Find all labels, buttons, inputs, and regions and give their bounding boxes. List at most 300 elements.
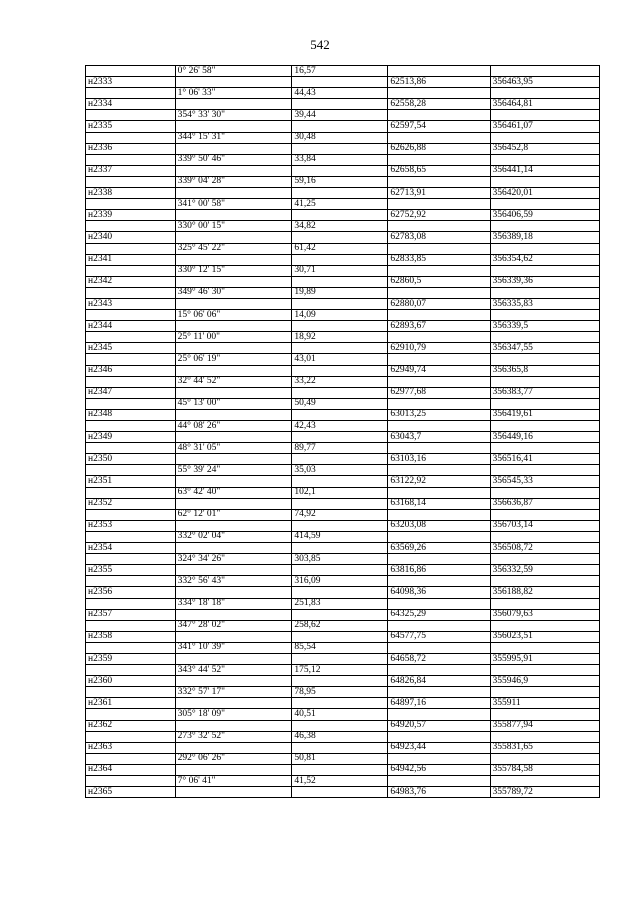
angle-cell: 341° 00' 58" [175,199,292,210]
x-cell: 62597,54 [388,121,490,132]
distance-cell: 102,1 [292,487,388,498]
point-cell [86,576,176,587]
x-cell [388,132,490,143]
angle-cell: 334° 18' 18" [175,598,292,609]
point-cell: н2347 [86,387,176,398]
table-row-point [86,165,600,176]
x-cell [388,620,490,631]
y-cell: 356452,8 [490,143,600,154]
x-cell: 64983,76 [388,787,490,798]
distance-cell: 78,95 [292,687,388,698]
point-cell [86,554,176,565]
distance-cell: 41,52 [292,776,388,787]
table-row-point [86,609,600,620]
point-cell: н2346 [86,365,176,376]
point-cell: н2352 [86,498,176,509]
distance-cell: 41,25 [292,199,388,210]
point-cell: н2339 [86,210,176,221]
x-cell [388,687,490,698]
table-row-point [86,298,600,309]
table-row-segment [86,398,600,409]
table-row-point [86,787,600,798]
distance-cell [292,254,388,265]
angle-cell: 341° 10' 39" [175,642,292,653]
x-cell [388,265,490,276]
distance-cell [292,476,388,487]
x-cell: 62893,67 [388,321,490,332]
table-row-segment [86,376,600,387]
y-cell: 356464,81 [490,99,600,110]
table-row-point [86,676,600,687]
table-row-point [86,454,600,465]
x-cell [388,531,490,542]
distance-cell: 74,92 [292,509,388,520]
angle-cell [175,188,292,199]
y-cell: 356441,14 [490,165,600,176]
table-row-segment [86,709,600,720]
x-cell [388,753,490,764]
y-cell [490,753,600,764]
x-cell: 63103,16 [388,454,490,465]
x-cell: 64897,16 [388,698,490,709]
distance-cell [292,498,388,509]
y-cell [490,66,600,77]
y-cell [490,709,600,720]
point-cell [86,88,176,99]
angle-cell: 330° 12' 15" [175,265,292,276]
y-cell [490,354,600,365]
point-cell: н2338 [86,188,176,199]
distance-cell: 44,43 [292,88,388,99]
y-cell [490,421,600,432]
y-cell [490,576,600,587]
distance-cell: 30,71 [292,265,388,276]
angle-cell [175,653,292,664]
angle-cell: 339° 04' 28" [175,176,292,187]
angle-cell [175,587,292,598]
point-cell: н2350 [86,454,176,465]
angle-cell [175,764,292,775]
distance-cell [292,764,388,775]
distance-cell [292,210,388,221]
y-cell: 355995,91 [490,653,600,664]
y-cell: 356636,87 [490,498,600,509]
table-row-point [86,387,600,398]
angle-cell: 347° 28' 02" [175,620,292,631]
x-cell [388,576,490,587]
table-row-segment [86,531,600,542]
table-row-segment [86,776,600,787]
table-row-point [86,698,600,709]
point-cell: н2359 [86,653,176,664]
point-cell: н2354 [86,543,176,554]
x-cell [388,443,490,454]
y-cell [490,509,600,520]
x-cell [388,110,490,121]
table-row-segment [86,487,600,498]
distance-cell [292,298,388,309]
angle-cell: 25° 06' 19" [175,354,292,365]
x-cell [388,199,490,210]
angle-cell: 55° 39' 24" [175,465,292,476]
y-cell [490,554,600,565]
distance-cell [292,676,388,687]
distance-cell: 85,54 [292,642,388,653]
x-cell [388,221,490,232]
x-cell [388,376,490,387]
x-cell: 62783,08 [388,232,490,243]
distance-cell [292,653,388,664]
y-cell [490,598,600,609]
y-cell: 356449,16 [490,432,600,443]
distance-cell: 59,16 [292,176,388,187]
distance-cell [292,276,388,287]
x-cell: 63043,7 [388,432,490,443]
y-cell: 356339,36 [490,276,600,287]
point-cell: н2361 [86,698,176,709]
y-cell [490,376,600,387]
angle-cell: 325° 45' 22" [175,243,292,254]
angle-cell [175,631,292,642]
table-row-point [86,210,600,221]
point-cell [86,776,176,787]
distance-cell [292,121,388,132]
point-cell [86,753,176,764]
y-cell: 356508,72 [490,543,600,554]
point-cell [86,287,176,298]
point-cell [86,421,176,432]
x-cell [388,287,490,298]
table-row-segment [86,176,600,187]
distance-cell: 46,38 [292,731,388,742]
angle-cell: 63° 42' 40" [175,487,292,498]
point-cell: н2364 [86,764,176,775]
table-row-segment [86,665,600,676]
x-cell [388,354,490,365]
x-cell: 62713,91 [388,188,490,199]
x-cell: 63816,86 [388,565,490,576]
point-cell [86,221,176,232]
table-row-segment [86,132,600,143]
point-cell: н2356 [86,587,176,598]
distance-cell: 16,57 [292,66,388,77]
angle-cell [175,365,292,376]
y-cell: 356335,83 [490,298,600,309]
angle-cell: 332° 57' 17" [175,687,292,698]
point-cell: н2358 [86,631,176,642]
angle-cell: 324° 34' 26" [175,554,292,565]
x-cell: 64658,72 [388,653,490,664]
angle-cell [175,543,292,554]
distance-cell [292,409,388,420]
distance-cell [292,454,388,465]
x-cell [388,310,490,321]
x-cell: 64923,44 [388,742,490,753]
distance-cell [292,99,388,110]
x-cell [388,176,490,187]
x-cell: 64942,56 [388,764,490,775]
angle-cell [175,387,292,398]
y-cell: 355831,65 [490,742,600,753]
point-cell [86,709,176,720]
table-row-point [86,476,600,487]
x-cell: 62977,68 [388,387,490,398]
y-cell [490,465,600,476]
angle-cell: 45° 13' 00" [175,398,292,409]
y-cell [490,110,600,121]
y-cell: 355789,72 [490,787,600,798]
y-cell [490,487,600,498]
x-cell [388,598,490,609]
angle-cell: 44° 08' 26" [175,421,292,432]
point-cell [86,443,176,454]
x-cell [388,776,490,787]
point-cell: н2355 [86,565,176,576]
y-cell [490,642,600,653]
x-cell [388,332,490,343]
point-cell: н2336 [86,143,176,154]
distance-cell: 14,09 [292,310,388,321]
distance-cell [292,587,388,598]
table-row-point [86,121,600,132]
angle-cell: 343° 44' 52" [175,665,292,676]
y-cell [490,443,600,454]
angle-cell: 15° 06' 06" [175,310,292,321]
angle-cell: 332° 56' 43" [175,576,292,587]
angle-cell: 292° 06' 26" [175,753,292,764]
y-cell [490,154,600,165]
y-cell: 355911 [490,698,600,709]
table-row-point [86,653,600,664]
angle-cell [175,742,292,753]
x-cell: 62752,92 [388,210,490,221]
point-cell [86,598,176,609]
y-cell [490,132,600,143]
point-cell [86,199,176,210]
point-cell [86,509,176,520]
angle-cell [175,609,292,620]
table-row-segment [86,731,600,742]
table-row-point [86,587,600,598]
y-cell [490,332,600,343]
table-row-segment [86,265,600,276]
angle-cell [175,77,292,88]
y-cell: 356389,18 [490,232,600,243]
distance-cell: 40,51 [292,709,388,720]
y-cell [490,620,600,631]
point-cell: н2362 [86,720,176,731]
y-cell: 355946,9 [490,676,600,687]
table-row-point [86,520,600,531]
x-cell [388,421,490,432]
y-cell: 356545,33 [490,476,600,487]
table-row-segment [86,354,600,365]
table-row-point [86,343,600,354]
y-cell [490,398,600,409]
x-cell [388,154,490,165]
table-row-segment [86,509,600,520]
y-cell [490,88,600,99]
distance-cell: 39,44 [292,110,388,121]
angle-cell [175,565,292,576]
table-row-point [86,720,600,731]
table-row-segment [86,465,600,476]
point-cell: н2357 [86,609,176,620]
distance-cell [292,321,388,332]
distance-cell [292,232,388,243]
angle-cell [175,276,292,287]
angle-cell [175,676,292,687]
y-cell [490,776,600,787]
coordinates-table [85,65,600,798]
angle-cell: 1° 06' 33" [175,88,292,99]
table-row-segment [86,199,600,210]
distance-cell: 61,42 [292,243,388,254]
table-row-segment [86,221,600,232]
x-cell [388,88,490,99]
distance-cell: 414,59 [292,531,388,542]
angle-cell: 354° 33' 30" [175,110,292,121]
x-cell [388,642,490,653]
distance-cell: 251,83 [292,598,388,609]
table-row-segment [86,88,600,99]
angle-cell: 48° 31' 05" [175,443,292,454]
y-cell: 356383,77 [490,387,600,398]
y-cell [490,310,600,321]
table-row-point [86,432,600,443]
angle-cell: 62° 12' 01" [175,509,292,520]
distance-cell: 175,12 [292,665,388,676]
point-cell: н2342 [86,276,176,287]
table-row-point [86,631,600,642]
distance-cell [292,143,388,154]
distance-cell: 33,84 [292,154,388,165]
distance-cell [292,742,388,753]
point-cell [86,310,176,321]
angle-cell: 339° 50' 46" [175,154,292,165]
y-cell: 356461,07 [490,121,600,132]
y-cell: 356188,82 [490,587,600,598]
x-cell: 62880,07 [388,298,490,309]
table-row-point [86,321,600,332]
angle-cell: 305° 18' 09" [175,709,292,720]
point-cell: н2340 [86,232,176,243]
y-cell: 356339,5 [490,321,600,332]
angle-cell: 32° 44' 52" [175,376,292,387]
x-cell [388,554,490,565]
angle-cell [175,321,292,332]
point-cell: н2334 [86,99,176,110]
y-cell [490,531,600,542]
x-cell: 62626,88 [388,143,490,154]
distance-cell: 18,92 [292,332,388,343]
table-row-segment [86,620,600,631]
table-row-point [86,543,600,554]
point-cell: н2335 [86,121,176,132]
point-cell: н2360 [86,676,176,687]
table-row-segment [86,154,600,165]
x-cell: 63203,08 [388,520,490,531]
x-cell: 64325,29 [388,609,490,620]
angle-cell: 25° 11' 00" [175,332,292,343]
point-cell [86,531,176,542]
point-cell: н2348 [86,409,176,420]
table-row-segment [86,421,600,432]
x-cell: 64577,75 [388,631,490,642]
x-cell: 62513,86 [388,77,490,88]
point-cell [86,620,176,631]
distance-cell: 89,77 [292,443,388,454]
y-cell: 355784,58 [490,764,600,775]
y-cell: 356347,55 [490,343,600,354]
angle-cell [175,787,292,798]
point-cell [86,265,176,276]
point-cell: н2343 [86,298,176,309]
x-cell: 63569,26 [388,543,490,554]
x-cell: 63013,25 [388,409,490,420]
point-cell [86,66,176,77]
page-number: 542 [310,37,330,52]
y-cell: 356703,14 [490,520,600,531]
x-cell: 62860,5 [388,276,490,287]
table-row-point [86,276,600,287]
angle-cell [175,498,292,509]
table-row-point [86,565,600,576]
x-cell [388,66,490,77]
point-cell: н2365 [86,787,176,798]
angle-cell [175,343,292,354]
x-cell [388,509,490,520]
point-cell: н2333 [86,77,176,88]
table-row-segment [86,687,600,698]
table-row-segment [86,110,600,121]
distance-cell [292,188,388,199]
y-cell [490,731,600,742]
distance-cell: 35,03 [292,465,388,476]
table-row-point [86,498,600,509]
distance-cell [292,720,388,731]
table-row-point [86,409,600,420]
y-cell: 355877,94 [490,720,600,731]
distance-cell: 30,48 [292,132,388,143]
point-cell [86,487,176,498]
distance-cell: 19,89 [292,287,388,298]
y-cell [490,243,600,254]
point-cell: н2345 [86,343,176,354]
distance-cell [292,520,388,531]
distance-cell: 316,09 [292,576,388,587]
table-row-segment [86,310,600,321]
point-cell [86,176,176,187]
coordinates-table-body [86,66,600,798]
distance-cell [292,609,388,620]
point-cell: н2344 [86,321,176,332]
y-cell: 356420,01 [490,188,600,199]
point-cell [86,243,176,254]
x-cell [388,487,490,498]
x-cell: 62910,79 [388,343,490,354]
y-cell [490,221,600,232]
table-row-point [86,188,600,199]
x-cell: 64920,57 [388,720,490,731]
x-cell [388,709,490,720]
point-cell [86,642,176,653]
angle-cell [175,454,292,465]
angle-cell [175,121,292,132]
y-cell: 356406,59 [490,210,600,221]
y-cell: 356365,8 [490,365,600,376]
point-cell: н2337 [86,165,176,176]
